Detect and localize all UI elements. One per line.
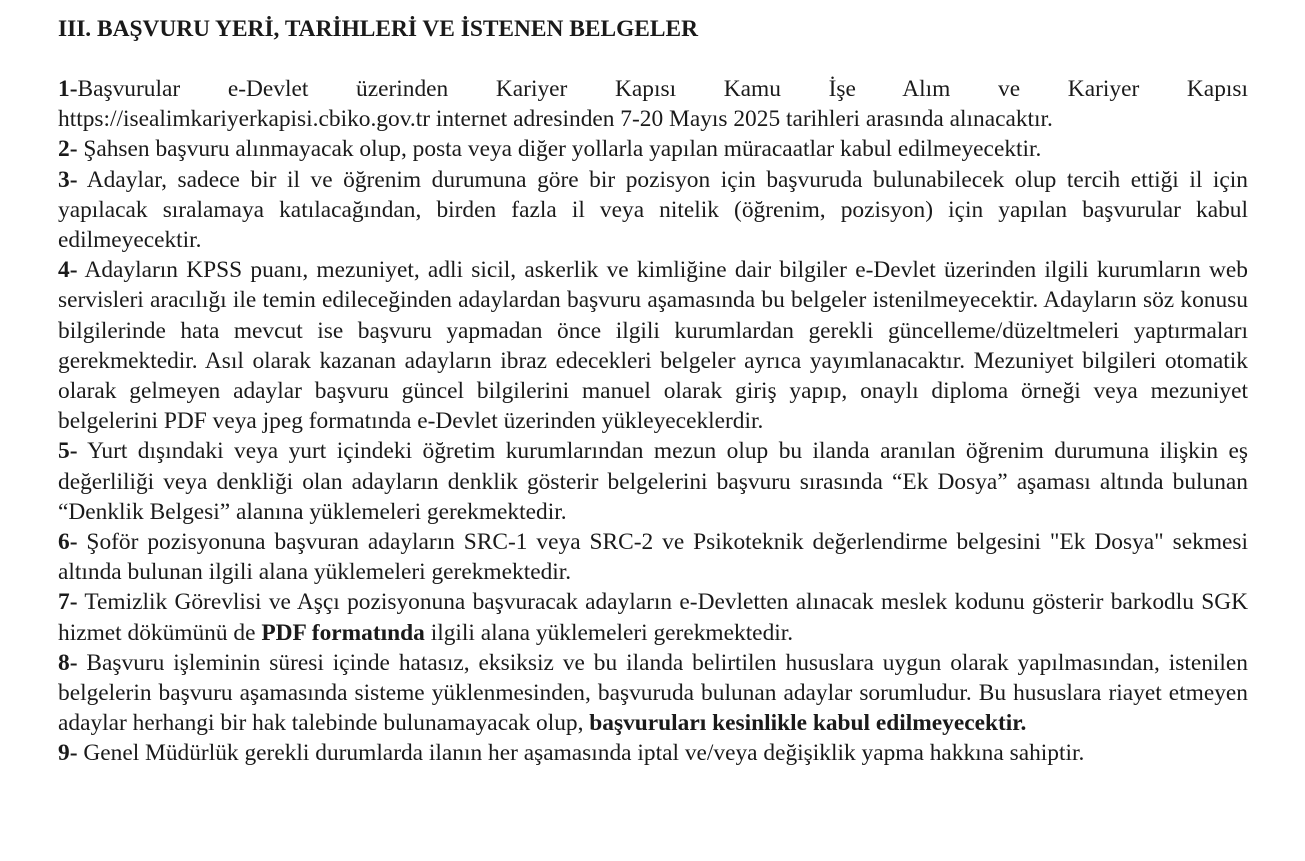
item-number: 5- bbox=[58, 438, 78, 465]
item-3 bbox=[58, 165, 1248, 256]
item-text: Yurt dışındaki veya yurt içindeki öğretim kurumlarından mezun olup bu ilanda aranılan öğrenim durumuna ilişkin eş değerliliği veya denkliği olan adayların denklik gösterir belgelerini başvuru sırasında “Ek Dosya” aşaması altında bulunan “Denklik Belgesi” alanına yüklemeleri gerekmektedir. bbox=[58, 438, 1248, 525]
item-text: Temizlik Görevlisi ve Aşçı pozisyonuna başvuracak adayların e-Devletten alınacak meslek kodunu gösterir barkodlu SGK hizmet dökümünü de bbox=[58, 589, 1248, 646]
item-9 bbox=[58, 738, 1248, 768]
item-text: Başvurular e-Devlet üzerinden Kariyer Kapısı Kamu İşe Alım ve Kariyer Kapısı bbox=[77, 76, 1248, 102]
item-8 bbox=[58, 648, 1248, 739]
item-text: Şahsen başvuru alınmayacak olup, posta veya diğer yollarla yapılan müracaatlar kabul edilmeyecektir. bbox=[77, 136, 1042, 163]
item-1 bbox=[58, 74, 1248, 134]
item-text: Adayların KPSS puanı, mezuniyet, adli sicil, askerlik ve kimliğine dair bilgiler e-Devlet üzerinden ilgili kurumların web servisleri aracılığı ile temin edileceğinden adaylardan başvuru aşamasında bu belgeler istenilmeyecektir. Adayların söz konusu bilgilerinde hata mevcut ise başvuru yapmadan önce ilgili kurumlardan gerekli güncelleme/düzeltmeleri yaptırmaları gerekmektedir. Asıl olarak kazanan adayların ibraz edecekleri belgeler ayrıca yayımlanacaktır. Mezuniyet bilgileri otomatik olarak gelmeyen adaylar başvuru güncel bilgilerini manuel olarak giriş yapıp, onaylı diploma örneği veya mezuniyet belgelerini PDF veya jpeg formatında e-Devlet üzerinden yükleyeceklerdir. bbox=[58, 257, 1248, 435]
item-1-line-2: https://isealimkariyerkapisi.cbiko.gov.tr internet adresinden 7-20 Mayıs 2025 tarihleri arasında alınacaktır. bbox=[58, 106, 1053, 133]
document-page bbox=[58, 14, 1248, 769]
item-bold-text: PDF formatında bbox=[261, 619, 425, 646]
item-number: 8- bbox=[58, 649, 78, 676]
item-number: 3- bbox=[58, 166, 78, 193]
item-text: Genel Müdürlük gerekli durumlarda ilanın her aşamasında iptal ve/veya değişiklik yapma hakkına sahiptir. bbox=[77, 740, 1085, 767]
item-bold-text: başvuruları kesinlikle kabul edilmeyecektir. bbox=[589, 710, 1027, 737]
item-text-after: ilgili alana yüklemeleri gerekmektedir. bbox=[424, 619, 794, 646]
item-number: 9- bbox=[58, 740, 78, 767]
item-number: 7- bbox=[58, 589, 78, 616]
item-7 bbox=[58, 587, 1248, 647]
section-heading: III. BAŞVURU YERİ, TARİHLERİ VE İSTENEN BELGELER bbox=[58, 16, 698, 42]
item-number: 4- bbox=[58, 257, 78, 284]
item-number: 1- bbox=[58, 76, 78, 102]
item-text: Adaylar, sadece bir il ve öğrenim durumuna göre bir pozisyon için başvuruda bulunabilecek olup tercih ettiği il için yapılacak sıralamaya katılacağından, birden fazla il veya nitelik (öğrenim, pozisyon) için yapılan başvurular kabul edilmeyecektir. bbox=[58, 166, 1248, 254]
item-text: Başvuru işleminin süresi içinde hatasız, eksiksiz ve bu ilanda belirtilen hususlara uygun olarak yapılmasından, istenilen belgelerin başvuru aşamasında sisteme yüklenmesinden, başvuruda bulunan adaylar sorumludur. Bu hususlara riayet etmeyen adaylar herhangi bir hak talebinde bulunamayacak olup, bbox=[58, 649, 1248, 737]
item-2 bbox=[58, 134, 1248, 164]
item-number: 6- bbox=[58, 529, 78, 556]
item-1-line-1 bbox=[58, 74, 1248, 104]
item-number: 2- bbox=[58, 136, 78, 163]
item-5 bbox=[58, 436, 1248, 527]
item-4 bbox=[58, 255, 1248, 436]
item-text: Şoför pozisyonuna başvuran adayların SRC-1 veya SRC-2 ve Psikoteknik değerlendirme belgesini "Ek Dosya" sekmesi altında bulunan ilgili alana yüklemeleri gerekmektedir. bbox=[58, 529, 1248, 586]
item-6 bbox=[58, 527, 1248, 587]
